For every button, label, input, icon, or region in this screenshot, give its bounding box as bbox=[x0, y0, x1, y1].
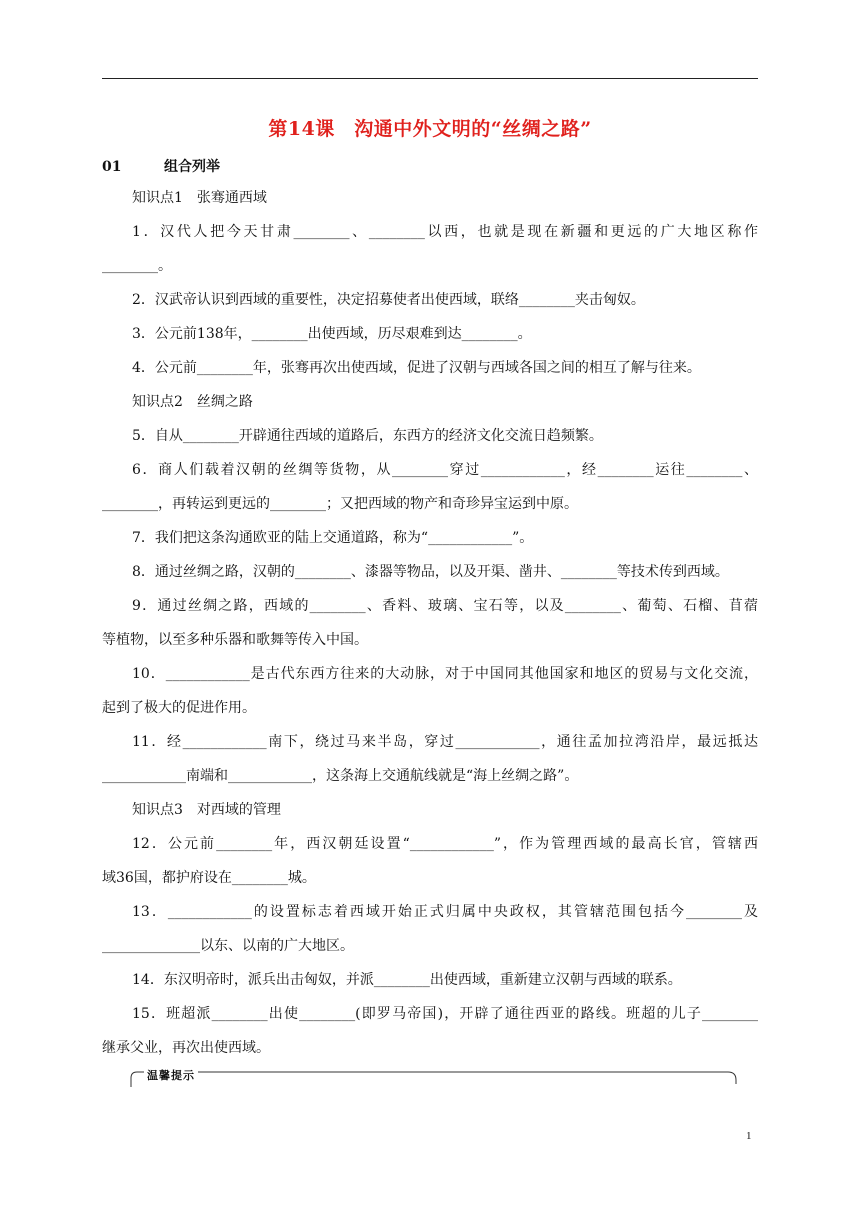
tip-box-frame bbox=[130, 1066, 738, 1088]
question-6-line-2: ________，再转运到更远的________；又把西域的物产和奇珍异宝运到中原。 bbox=[102, 496, 578, 512]
question-15-line-2: 继承父业，再次出使西域。 bbox=[102, 1040, 270, 1056]
knowledge-point-2: 知识点2 丝绸之路 bbox=[132, 394, 253, 410]
question-1-line-1: 1．汉代人把今天甘肃________、________以西，也就是现在新疆和更远的广大地区称作 bbox=[132, 224, 758, 240]
question-6-line-1: 6．商人们载着汉朝的丝绸等货物，从________穿过____________，经________运往________、 bbox=[132, 462, 758, 478]
question-14: 14．东汉明帝时，派兵出击匈奴，并派________出使西域，重新建立汉朝与西域的联系。 bbox=[132, 972, 682, 988]
question-13-line-2: ______________以东、以南的广大地区。 bbox=[102, 938, 354, 954]
question-1-line-2: ________。 bbox=[102, 258, 172, 274]
question-5: 5．自从________开辟通往西域的道路后，东西方的经济文化交流日趋频繁。 bbox=[132, 428, 603, 444]
question-13-line-1: 13．____________的设置标志着西域开始正式归属中央政权，其管辖范围包括今________及 bbox=[132, 904, 758, 920]
section-heading bbox=[102, 156, 220, 176]
question-12-line-1: 12．公元前________年，西汉朝廷设置“____________”，作为管理西域的最高长官，管辖西 bbox=[132, 836, 758, 852]
section-number: 01 bbox=[102, 159, 122, 175]
section-name: 组合列举 bbox=[164, 159, 220, 175]
question-15-line-1: 15．班超派________出使________(即罗马帝国)，开辟了通往西亚的路线。班超的儿子________ bbox=[132, 1006, 758, 1022]
question-9-line-1: 9．通过丝绸之路，西域的________、香料、玻璃、宝石等，以及________、葡萄、石榴、苜蓿 bbox=[132, 598, 758, 614]
question-10-line-2: 起到了极大的促进作用。 bbox=[102, 700, 256, 716]
tip-label: 温馨提示 bbox=[144, 1067, 198, 1083]
header-rule bbox=[102, 78, 758, 79]
question-8: 8．通过丝绸之路，汉朝的________、漆器等物品，以及开渠、凿井、________等技术传到西域。 bbox=[132, 564, 729, 580]
knowledge-point-1: 知识点1 张骞通西域 bbox=[132, 190, 267, 206]
question-3: 3．公元前138年，________出使西域，历尽艰难到达________。 bbox=[132, 326, 532, 342]
question-11-line-2: ____________南端和____________，这条海上交通航线就是“海上丝绸之路”。 bbox=[102, 768, 579, 784]
question-9-line-2: 等植物，以至多种乐器和歌舞等传入中国。 bbox=[102, 632, 368, 648]
page-number: 1 bbox=[746, 1130, 752, 1142]
question-2: 2．汉武帝认识到西域的重要性，决定招募使者出使西域，联络________夹击匈奴。 bbox=[132, 292, 645, 308]
lesson-title: 第14课 沟通中外文明的“丝绸之路” bbox=[268, 118, 592, 140]
question-12-line-2: 域36国，都护府设在________城。 bbox=[102, 870, 316, 886]
question-4: 4．公元前________年，张骞再次出使西域，促进了汉朝与西域各国之间的相互了解与往来。 bbox=[132, 360, 701, 376]
question-11-line-1: 11．经____________南下，绕过马来半岛，穿过____________，通往孟加拉湾沿岸，最远抵达 bbox=[132, 734, 758, 750]
knowledge-point-3: 知识点3 对西域的管理 bbox=[132, 802, 281, 818]
question-7: 7．我们把这条沟通欧亚的陆上交通道路，称为“____________”。 bbox=[132, 530, 534, 546]
question-10-line-1: 10．____________是古代东西方往来的大动脉，对于中国同其他国家和地区的贸易与文化交流， bbox=[132, 666, 758, 682]
